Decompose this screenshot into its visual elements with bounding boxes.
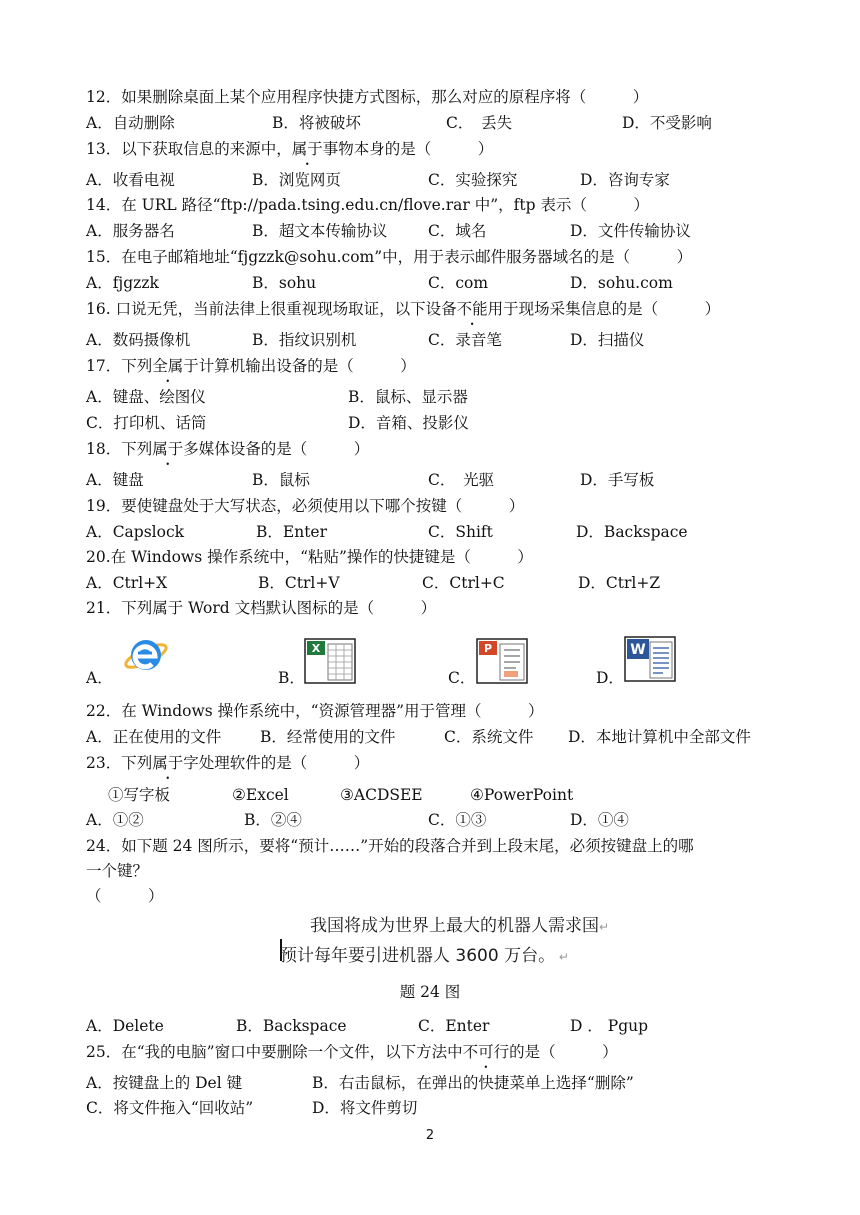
q13-stem-post: 事物本身的是（ ） — [322, 140, 494, 158]
q23-stem-emphasis: 属于 — [152, 754, 184, 772]
q18-option-b: B．鼠标 — [252, 471, 310, 489]
q19-option-d: D．Backspace — [576, 523, 688, 541]
q24-option-b: B．Backspace — [236, 1017, 347, 1035]
q15-option-a: A．fjgzzk — [86, 274, 159, 292]
q24-figure-line1-text: 我国将成为世界上最大的机器人需求国 — [310, 916, 599, 936]
q16-stem-pre: 16. 口说无凭，当前法律上很重视现场取证，以下设备 — [86, 300, 457, 318]
q20-stem: 20.在 Windows 操作系统中，“粘贴”操作的快捷键是（ ） — [86, 548, 533, 566]
q15-option-b: B．sohu — [252, 274, 317, 292]
q16-option-c: C．录音笔 — [428, 331, 502, 349]
page-number: 2 — [425, 1128, 435, 1143]
q23-option-d: D．①④ — [570, 811, 629, 829]
q23-item-3: ③ACDSEE — [340, 786, 423, 804]
q24-answer-paren: （ ） — [86, 887, 164, 905]
q12-option-a: A．自动删除 — [86, 114, 175, 132]
q15-stem: 15．在电子邮箱地址“fjgzzk@sohu.com”中，用于表示邮件服务器域名的是（ ） — [86, 248, 693, 266]
q17-stem-emphasis: 全属 — [152, 357, 184, 375]
q18-option-c: C． 光驱 — [428, 471, 495, 489]
q23-item-1: ①写字板 — [108, 786, 171, 804]
q13-option-a: A．收看电视 — [86, 171, 175, 189]
q24-option-a: A．Delete — [86, 1017, 164, 1035]
q21-option-b: B． — [278, 669, 305, 687]
q23-option-c: C．①③ — [428, 811, 487, 829]
q23-option-b: B．②④ — [244, 811, 302, 829]
q17-option-c: C．打印机、话筒 — [86, 414, 207, 432]
q20-option-c: C．Ctrl+C — [422, 574, 505, 592]
q23-option-a: A．①② — [86, 811, 144, 829]
paragraph-mark-icon: ↵ — [555, 950, 569, 964]
excel-icon — [304, 638, 356, 684]
q14-option-a: A．服务器名 — [86, 222, 175, 240]
q19-stem: 19．要使键盘处于大写状态，必须使用以下哪个按键（ ） — [86, 497, 525, 515]
q15-option-d: D．sohu.com — [570, 274, 673, 292]
q24-figure-line2 — [280, 941, 569, 966]
q17-stem-pre: 17．下列 — [86, 357, 153, 375]
q23-item-4: ④PowerPoint — [470, 786, 574, 804]
q14-option-c: C．域名 — [428, 222, 487, 240]
q22-stem: 22．在 Windows 操作系统中，“资源管理器”用于管理（ ） — [86, 702, 544, 720]
q22-option-d: D．本地计算机中全部文件 — [568, 728, 751, 746]
ie-icon — [120, 632, 172, 678]
q25-stem-post: 的是（ ） — [509, 1043, 618, 1061]
q12-stem: 12．如果删除桌面上某个应用程序快捷方式图标，那么对应的原程序将（ ） — [86, 88, 649, 106]
q18-stem-emphasis: 属于 — [152, 440, 184, 458]
q14-option-b: B．超文本传输协议 — [252, 222, 388, 240]
q25-option-d: D．将文件剪切 — [312, 1099, 418, 1117]
q24-figure — [280, 905, 652, 969]
q13-option-c: C．实验探究 — [428, 171, 518, 189]
q19-option-a: A．Capslock — [86, 523, 185, 541]
q18-option-d: D．手写板 — [580, 471, 655, 489]
q13-stem-pre: 13．以下获取信息的来源中， — [86, 140, 292, 158]
q14-option-d: D．文件传输协议 — [570, 222, 691, 240]
q23-stem-pre: 23．下列 — [86, 754, 153, 772]
q16-option-b: B．指纹识别机 — [252, 331, 357, 349]
word-icon — [624, 636, 676, 682]
svg-text:W: W — [630, 642, 646, 658]
q19-option-c: C．Shift — [428, 523, 493, 541]
q22-option-a: A．正在使用的文件 — [86, 728, 222, 746]
q24-stem-line2: 一个键？ — [86, 862, 149, 880]
q25-stem — [86, 1041, 618, 1063]
powerpoint-icon — [476, 638, 528, 684]
q25-stem-emphasis: 不可行 — [462, 1043, 510, 1061]
q18-stem-post: 多媒体设备的是（ ） — [183, 440, 370, 458]
q16-stem — [86, 298, 720, 320]
svg-text:X: X — [311, 642, 321, 655]
q14-stem: 14．在 URL 路径“ftp://pada.tsing.edu.cn/flove.rar 中”，ftp 表示（ ） — [86, 196, 649, 214]
q13-option-d: D．咨询专家 — [580, 171, 670, 189]
q17-option-b: B．鼠标、显示器 — [348, 388, 468, 406]
q25-stem-pre: 25．在“我的电脑”窗口中要删除一个文件，以下方法中 — [86, 1043, 463, 1061]
q23-stem-post: 字处理软件的是（ ） — [183, 754, 370, 772]
q12-option-c: C． 丢失 — [446, 114, 513, 132]
q18-stem-pre: 18．下列 — [86, 440, 153, 458]
q13-option-b: B．浏览网页 — [252, 171, 341, 189]
q21-option-a: A． — [86, 669, 113, 687]
q18-stem — [86, 438, 369, 460]
q21-option-c: C． — [448, 669, 476, 687]
q22-option-b: B．经常使用的文件 — [260, 728, 396, 746]
q24-figure-line2-text: 预计每年要引进机器人 3600 万台。 — [280, 946, 556, 966]
q16-option-d: D．扫描仪 — [570, 331, 645, 349]
q22-option-c: C．系统文件 — [444, 728, 534, 746]
q20-option-a: A．Ctrl+X — [86, 574, 168, 592]
q23-item-2: ②Excel — [232, 786, 289, 804]
q18-option-a: A．键盘 — [86, 471, 144, 489]
q25-option-b: B．右击鼠标，在弹出的快捷菜单上选择“删除” — [312, 1074, 634, 1092]
q16-stem-post: 用于现场采集信息的是（ ） — [487, 300, 721, 318]
q17-option-a: A．键盘、绘图仪 — [86, 388, 206, 406]
q24-option-c: C．Enter — [418, 1017, 490, 1035]
svg-text:P: P — [483, 642, 493, 655]
q13-stem — [86, 138, 493, 160]
q25-option-a: A．按键盘上的 Del 键 — [86, 1074, 243, 1092]
q12-option-b: B．将被破坏 — [272, 114, 361, 132]
q24-option-d: D ． Pgup — [570, 1017, 649, 1035]
q13-stem-emphasis: 属于 — [291, 140, 323, 158]
q12-option-d: D．不受影响 — [622, 114, 712, 132]
q17-stem-post: 于计算机输出设备的是（ ） — [183, 357, 416, 375]
q16-stem-emphasis: 不能 — [456, 300, 488, 318]
q17-option-d: D．音箱、投影仪 — [348, 414, 469, 432]
q16-option-a: A．数码摄像机 — [86, 331, 191, 349]
q17-stem — [86, 355, 416, 377]
q24-stem-line1: 24．如下题 24 图所示，要将“预计……”开始的段落合并到上段末尾，必须按键盘上的哪 — [86, 837, 694, 855]
q15-option-c: C．com — [428, 274, 489, 292]
paragraph-mark-icon: ↵ — [599, 920, 610, 934]
q20-option-d: D．Ctrl+Z — [578, 574, 661, 592]
q24-figure-caption: 题 24 图 — [399, 983, 461, 1001]
q24-figure-line1 — [310, 911, 609, 936]
q21-stem: 21．下列属于 Word 文档默认图标的是（ ） — [86, 599, 437, 617]
q20-option-b: B．Ctrl+V — [258, 574, 340, 592]
q23-stem — [86, 752, 369, 774]
q25-option-c: C．将文件拖入“回收站” — [86, 1099, 254, 1117]
q19-option-b: B．Enter — [256, 523, 327, 541]
q21-option-d: D． — [596, 669, 624, 687]
